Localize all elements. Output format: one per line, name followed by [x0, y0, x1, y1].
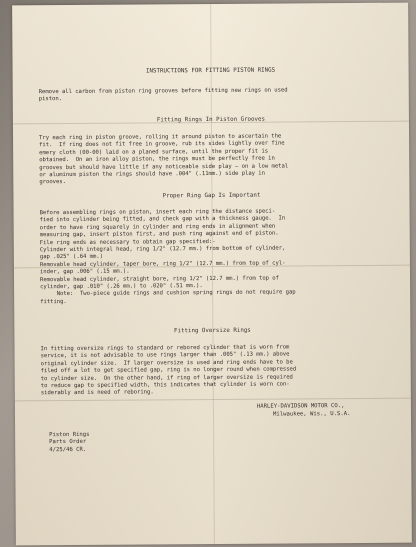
instruction-sheet	[12, 3, 412, 546]
footer-reference: Piston Rings Parts Order 4/25/46 CR.	[49, 431, 90, 453]
company-location: Milwaukee, Wis., U.S.A.	[272, 411, 351, 418]
intro-paragraph: Remove all carbon from piston ring grooves before fitting new rings on used piston.	[38, 87, 288, 103]
section-heading-oversize: Fitting Oversize Rings	[173, 327, 251, 335]
section-body-ring-gap: Before assembling rings on piston, insert each ring the distance speci- fied into cylinder being fitted, and check gap with a thickness gauge. In order to have ring squarely in cylinder and ring ends in alignment when measuring gap, insert piston first, and push ring against end of piston. File ring ends as necessary to obtain gap specified:- Cylinder with integral head, ring 1/2" (12.7 mm.) from bottom of cylinder, gap .025" (.64 mm.) Removable head cylinder, taper bore, ring 1/2" (12.7 mm.) from top of cyl- inder, gap .006" (.15 mm.). Removable head cylinder, straight bore, ring 1/2" (12.7 mm.) from top of cylinder, gap .010" (.26 mm.) to .020" (.51 mm.). Note: Two-piece guide rings and cushion spring rings do not require gap fitting.	[39, 208, 296, 306]
section-heading-grooves: Fitting Rings In Piston Grooves	[156, 116, 266, 124]
section-body-grooves: Try each ring in piston groove, rolling it around piston to ascertain the fit. If ring does not fit free in groove, rub its sides lightly over fine emery cloth (00-00) laid on a planed surface, until the proper fit is obtained. On an iron alloy piston, the rings must be perfectly free in grooves but should have little if any noticeable side play — on a low metal or aluminum piston the rings should have .004" (.11mm.) side play in grooves.	[39, 133, 289, 186]
section-body-oversize: In fitting oversize rings to standard or rebored cylinder that is worn from service, it is not advisable to use rings larger than .005" (.13 mm.) above original cylinder size. If larger oversize is used and ring ends have to be filed off a lot to get specified gap, ring is no longer round when compressed to cylinder size. On the other hand, if ring of larger oversize is required to reduce gap to specified width, this indicates that cylinder is worn con- siderably and is need of reboring.	[40, 344, 297, 397]
section-heading-ring-gap: Proper Ring Gap Is Important	[162, 192, 261, 200]
document-title: INSTRUCTIONS FOR FITTING PISTON RINGS	[145, 67, 276, 75]
company-name: HARLEY-DAVIDSON MOTOR CO.,	[256, 403, 345, 410]
